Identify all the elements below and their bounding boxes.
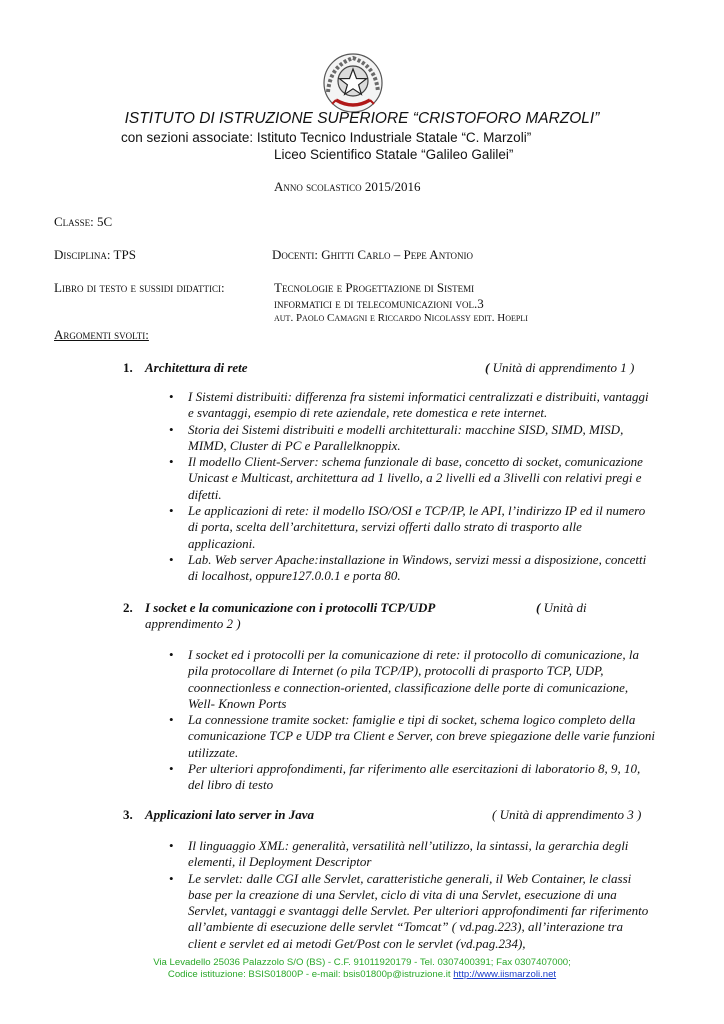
section-3-list	[169, 838, 649, 952]
list-item: • Per ulteriori approfondimenti, far riferimento alle esercitazioni di laboratorio 8, 9, 10, del libro di testo	[169, 761, 657, 794]
footer-code-email: Codice istituzione: BSIS01800P - e-mail: bsis01800p@istruzione.it	[167, 969, 451, 980]
class-label: Classe: 5C	[54, 214, 113, 229]
list-item: • Il modello Client-Server: schema funzionale di base, concetto di socket, comunicazione Unicast e Multicast, architettura ad 1 livello, a 2 livelli ed a 3livelli con relativi pregi e difetti.	[169, 454, 649, 503]
section-1-list	[169, 389, 649, 585]
italian-republic-emblem-icon	[322, 52, 384, 114]
section-2-heading	[123, 600, 435, 616]
textbook-title-line1: Tecnologie e Progettazione di Sistemi	[274, 280, 475, 295]
footer	[0, 957, 724, 981]
list-item: • Il linguaggio XML: generalità, versatilità nell’utilizzo, la sintassi, la gerarchia degli elementi, il Deployment Descriptor	[169, 838, 649, 871]
list-item: • I socket ed i protocolli per la comunicazione di rete: il protocollo di comunicazione, la pila protocollare di Internet (o pila TCP/IP), protocolli di prasporto TCP, UDP, coonnectionless e connection-oriented, classificazione delle porte di comunicazione, Well- Known Ports	[169, 647, 657, 712]
list-item: • Le servlet: dalle CGI alle Servlet, caratteristiche generali, il Web Container, le classi base per la creazione di una Servlet, ciclo di vita di una Servlet, esecuzione di una Servlet, vantaggi e svantaggi delle Servlet. Per ulteriori approfondimenti far riferimento all’ambiente di esecuzione delle servlet “Tomcat” ( vd.pag.223), all’interazione tra client e servlet ed ai metodi Get/Post con le servlet (vd.pag.234),	[169, 871, 649, 952]
list-item: • Le applicazioni di rete: il modello ISO/OSI e TCP/IP, le API, l’indirizzo IP ed il numero di porta, scelta dell’architettura, servizi offerti dallo strato di trasporto alle applicazioni.	[169, 503, 649, 552]
list-item: • Storia dei Sistemi distribuiti e modelli architetturali: macchine SISD, SIMD, MISD, MIMD, Cluster di PC e Parallelknoppix.	[169, 422, 649, 455]
institute-subtitle-1: con sezioni associate: Istituto Tecnico Industriale Statale “C. Marzoli”	[121, 130, 532, 145]
section-1-heading	[123, 360, 248, 376]
section-1-title: Architettura di rete	[145, 360, 248, 375]
section-2-unit-cont: apprendimento 2 )	[145, 616, 241, 631]
institute-subtitle-2: Liceo Scientifico Statale “Galileo Galilei”	[274, 147, 514, 162]
textbook-label: Libro di testo e sussidi didattici:	[54, 280, 225, 295]
section-3-unit: ( Unità di apprendimento 3 )	[492, 807, 642, 822]
list-item: • La connessione tramite socket: famiglie e tipi di socket, schema logico completo della comunicazione TCP e UDP tra Client e Server, con breve spiegazione delle varie funzioni utilizzate.	[169, 712, 657, 761]
teachers-label: Docenti: Ghitti Carlo – Pepe Antonio	[272, 247, 474, 262]
list-item: • I Sistemi distribuiti: differenza fra sistemi informatici centralizzati e distribuiti, vantaggi e svantaggi, esempio di rete aziendale, rete domestica e rete internet.	[169, 389, 649, 422]
website-link[interactable]: http://www.iismarzoli.net	[453, 969, 557, 980]
institute-title: ISTITUTO DI ISTRUZIONE SUPERIORE “CRISTOFORO MARZOLI”	[124, 110, 600, 127]
textbook-authors: aut. Paolo Camagni e Riccardo Nicolassy edit. Hoepli	[274, 312, 528, 324]
section-2-number: 2.	[123, 600, 133, 615]
section-1-unit: ( Unità di apprendimento 1 )	[485, 360, 635, 375]
footer-address: Via Levadello 25036 Palazzolo S/O (BS) - C.F. 91011920179 - Tel. 0307400391; Fax 0307407000;	[153, 957, 571, 968]
section-3-heading	[123, 807, 314, 823]
section-2-title: I socket e la comunicazione con i protocolli TCP/UDP	[145, 600, 436, 615]
discipline-label: Disciplina: TPS	[54, 247, 136, 262]
list-item: • Lab. Web server Apache:installazione in Windows, servizi messi a disposizione, concetti di localhost, oppure127.0.0.1 e porta 80.	[169, 552, 649, 585]
textbook-title-line2: informatici e di telecomunicazioni vol.3	[274, 296, 484, 311]
section-1-number: 1.	[123, 360, 133, 375]
section-2-list	[169, 647, 657, 794]
topics-heading: Argomenti svolti:	[54, 327, 149, 342]
section-3-title: Applicazioni lato server in Java	[145, 807, 314, 822]
section-2-unit: ( Unità di	[536, 600, 587, 615]
section-3-number: 3.	[123, 807, 133, 822]
footer-contacts	[0, 969, 724, 981]
school-year: Anno scolastico 2015/2016	[274, 179, 421, 194]
